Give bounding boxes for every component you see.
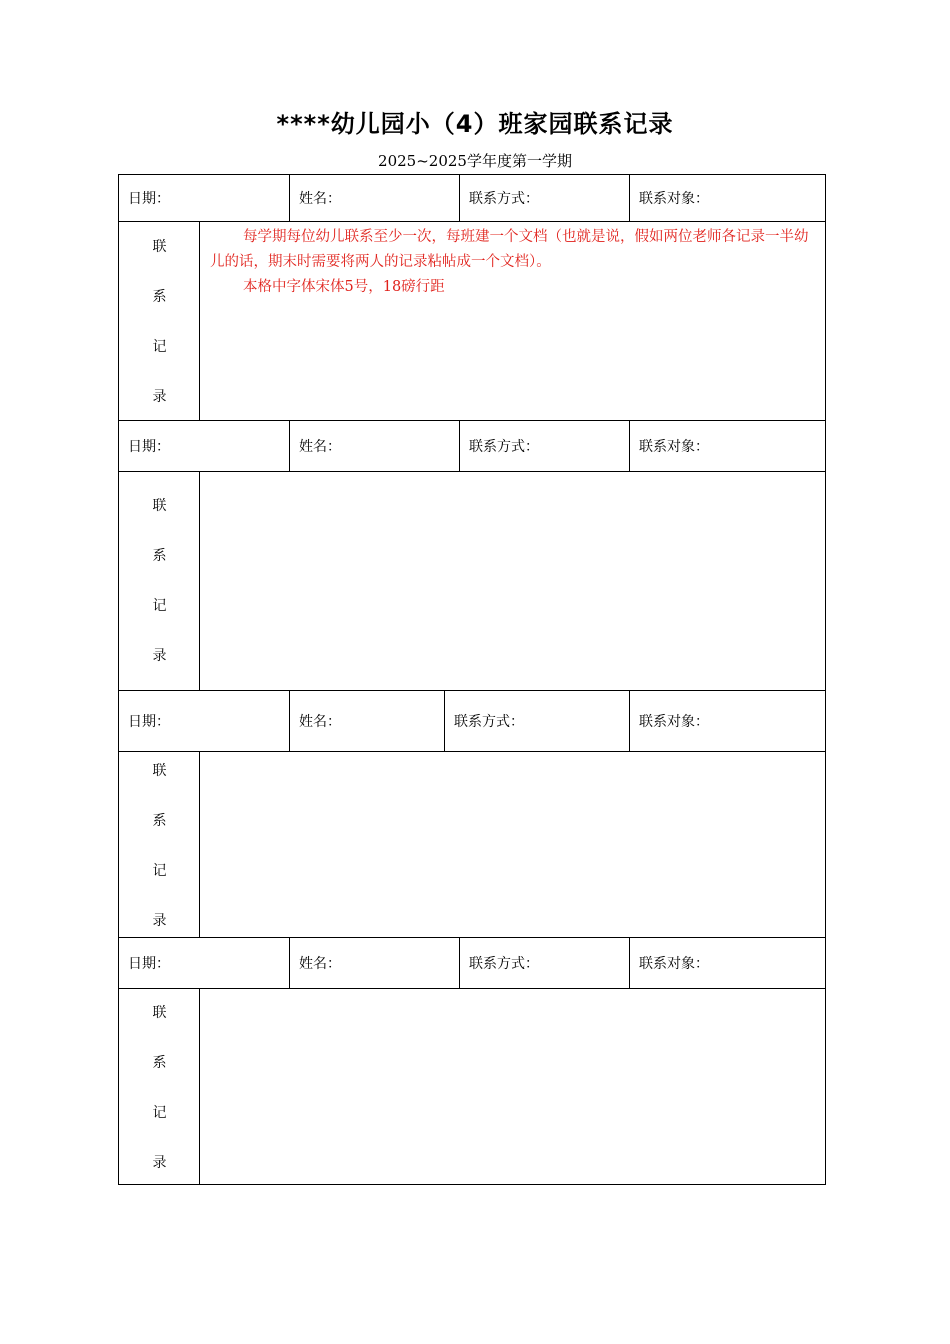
contact-target-field[interactable]: 联系对象： (629, 421, 825, 471)
record-label-char: 系 (152, 289, 167, 305)
entry-1-record-row (119, 222, 825, 421)
record-content-area[interactable] (201, 472, 825, 690)
record-label-char: 记 (152, 598, 167, 614)
contact-target-field[interactable]: 联系对象： (629, 938, 825, 988)
contact-method-field[interactable]: 联系方式： (459, 175, 629, 221)
record-label-char: 录 (152, 1155, 167, 1171)
contact-method-field[interactable]: 联系方式： (444, 691, 629, 751)
entry-3-record-row (119, 752, 825, 938)
contact-target-field[interactable]: 联系对象： (629, 175, 825, 221)
entry-2-record-row (119, 472, 825, 691)
contact-record-form (118, 174, 826, 1185)
name-field[interactable]: 姓名： (289, 938, 459, 988)
record-label-char: 录 (152, 913, 167, 929)
entry-3-info-row (119, 691, 825, 752)
name-field[interactable]: 姓名： (289, 175, 459, 221)
date-field[interactable]: 日期： (128, 439, 170, 455)
record-label-char: 记 (152, 1105, 167, 1121)
record-label (119, 472, 200, 690)
record-label-char: 联 (152, 239, 167, 255)
record-content-area[interactable] (201, 752, 825, 937)
name-field[interactable]: 姓名： (289, 421, 459, 471)
record-content-area[interactable] (201, 989, 825, 1184)
record-label (119, 222, 200, 420)
record-label-char: 记 (152, 339, 167, 355)
contact-target-field[interactable]: 联系对象： (629, 691, 825, 751)
instruction-note: 每学期每位幼儿联系至少一次，每班建一个文档（也就是说，假如两位老师各记录一半幼儿的话，期末时需要将两人的记录粘帖成一个文档）。 (210, 229, 809, 270)
record-content-area[interactable] (201, 222, 825, 420)
date-field[interactable]: 日期： (128, 191, 170, 207)
record-label (119, 752, 200, 937)
name-field[interactable]: 姓名： (289, 691, 444, 751)
record-label-char: 系 (152, 813, 167, 829)
entry-4-record-row (119, 989, 825, 1184)
date-field[interactable]: 日期： (128, 956, 170, 972)
record-label-char: 记 (152, 863, 167, 879)
record-label-char: 录 (152, 389, 167, 405)
font-format-note: 本格中字体宋体5号，18磅行距 (243, 279, 445, 295)
page-title: ****幼儿园小（4）班家园联系记录 (276, 110, 674, 138)
record-label-char: 系 (152, 548, 167, 564)
page-subtitle: 2025~2025学年度第一学期 (378, 152, 572, 170)
entry-4-info-row (119, 938, 825, 989)
entry-1-info-row (119, 175, 825, 222)
contact-method-field[interactable]: 联系方式： (459, 421, 629, 471)
record-label (119, 989, 200, 1184)
record-label-char: 联 (152, 763, 167, 779)
record-label-char: 录 (152, 648, 167, 664)
record-label-char: 联 (152, 1005, 167, 1021)
record-label-char: 联 (152, 498, 167, 514)
contact-method-field[interactable]: 联系方式： (459, 938, 629, 988)
record-label-char: 系 (152, 1055, 167, 1071)
entry-2-info-row (119, 421, 825, 472)
date-field[interactable]: 日期： (128, 714, 170, 730)
